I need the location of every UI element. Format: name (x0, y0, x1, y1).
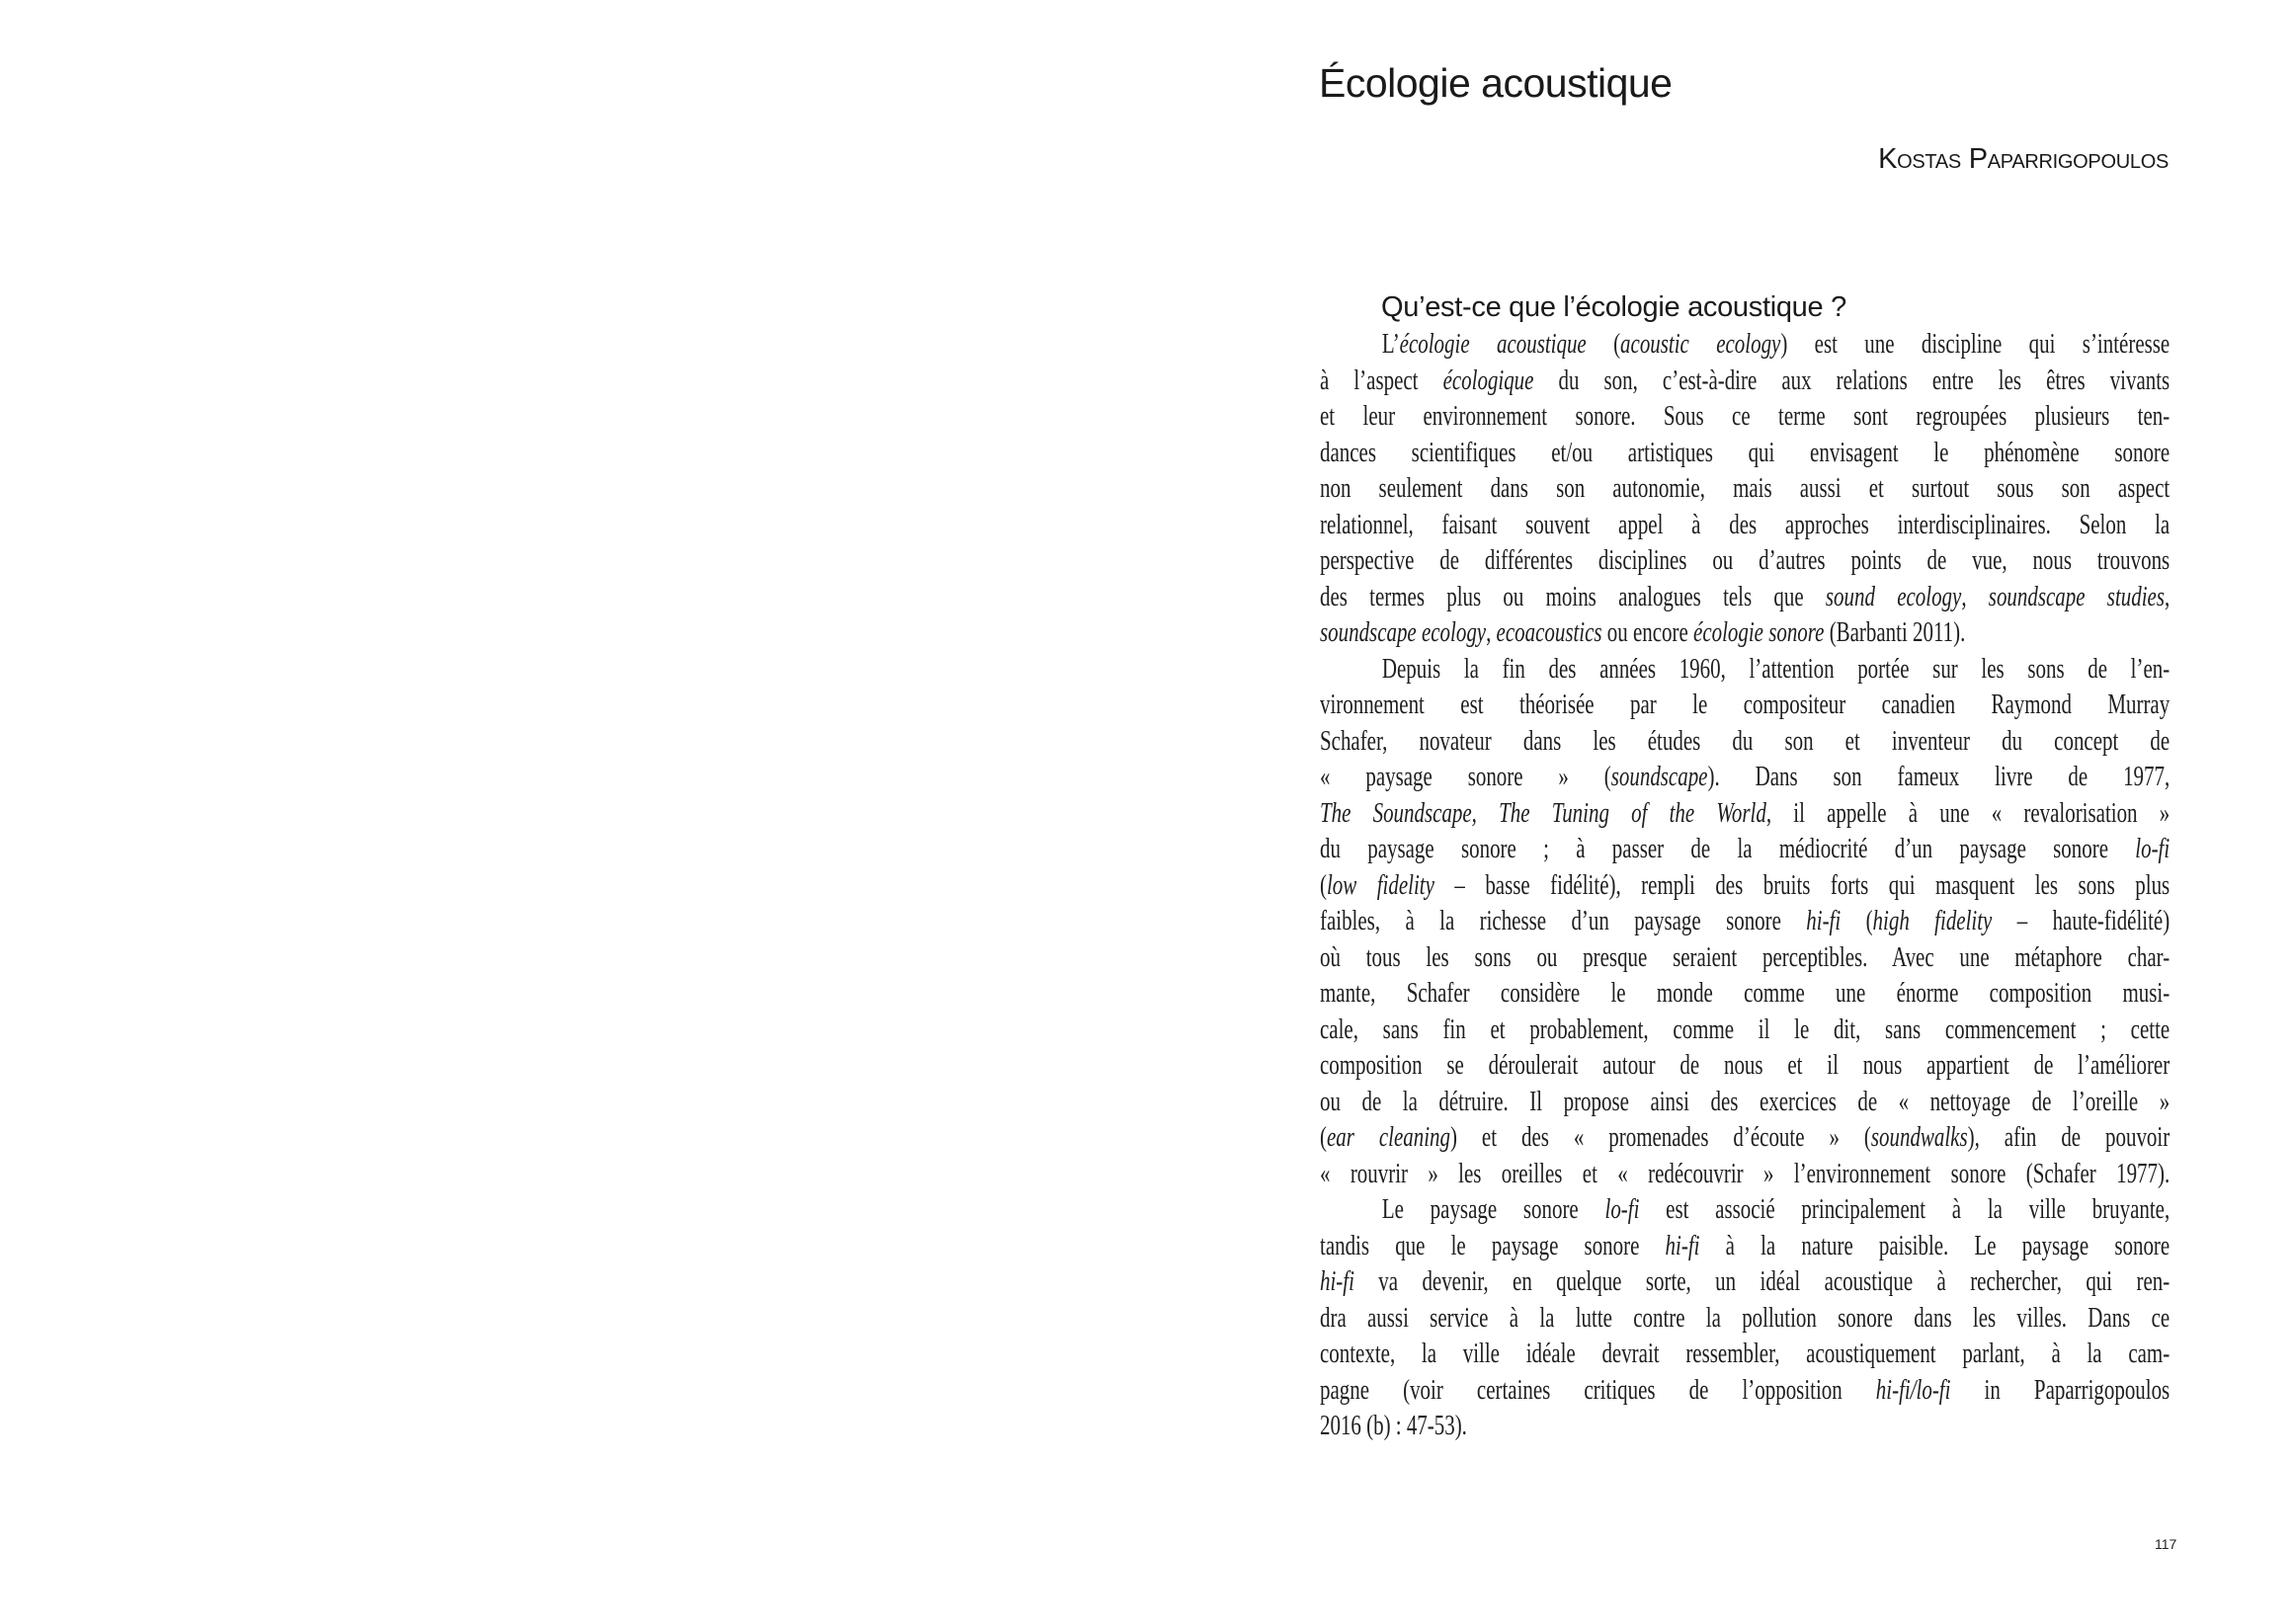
text-line (1320, 976, 2170, 1013)
text-line (1320, 940, 2170, 977)
italic-text: The Soundscape, The Tuning of the World (1320, 797, 1766, 829)
text-line (1320, 1337, 2170, 1373)
italic-text: ecoacoustics (1496, 617, 1602, 648)
chapter-author: Kostas Paparrigopoulos (1878, 143, 2169, 175)
italic-text: soundscape ecology (1320, 617, 1487, 648)
body-text (1320, 327, 2170, 1445)
text-segment: ou encore (1601, 617, 1694, 648)
italic-text: high fidelity (1872, 906, 1993, 936)
text-line (1320, 471, 2170, 508)
text-line (1320, 1229, 2170, 1265)
paragraph (1320, 652, 2170, 1193)
text-segment: faibles, à la richesse d’un paysage sonore (1320, 906, 1807, 936)
text-segment: ( (1320, 869, 1327, 901)
text-segment: du paysage sonore ; à passer de la médiocrité d’un paysage sonore (1320, 834, 2136, 864)
text-segment: « paysage sonore » ( (1320, 762, 1611, 792)
text-segment: ), afin de pouvoir (1967, 1122, 2170, 1153)
italic-text: hi-fi (1665, 1230, 1700, 1261)
text-line (1320, 508, 2170, 544)
italic-text: acoustic ecology (1620, 329, 1781, 360)
chapter-title: Écologie acoustique (1319, 60, 1673, 106)
text-segment: , il appelle à une « revalorisation » (1765, 797, 2170, 829)
text-line (1320, 652, 2170, 689)
text-segment: dances scientifiques et/ou artistiques qui envisagent le phénomène sonore (1320, 437, 2170, 468)
text-segment: non seulement dans son autonomie, mais aussi et surtout sous son aspect (1320, 473, 2170, 504)
text-line (1320, 327, 2170, 364)
text-segment: à l’aspect (1320, 365, 1443, 396)
italic-text: ear cleaning (1326, 1122, 1450, 1153)
text-segment: Le paysage sonore (1381, 1194, 1605, 1225)
text-line (1320, 1264, 2170, 1301)
text-segment: (Barbanti 2011). (1824, 617, 1966, 648)
text-segment: , (2164, 581, 2170, 612)
text-segment: Schafer, novateur dans les études du son et inventeur du concept de (1320, 725, 2170, 757)
text-segment: ( (1841, 906, 1873, 936)
text-line (1320, 796, 2170, 833)
text-line (1320, 364, 2170, 400)
text-segment: , (1961, 581, 1989, 612)
text-line (1320, 399, 2170, 436)
text-segment: mante, Schafer considère le monde comme une énorme composition musi- (1320, 978, 2170, 1009)
text-segment: vironnement est théorisée par le compositeur canadien Raymond Murray (1320, 690, 2170, 720)
text-segment: composition se déroulerait autour de nous et il nous appartient de l’améliorer (1320, 1050, 2170, 1081)
text-segment: contexte, la ville idéale devrait ressembler, acoustiquement parlant, à la cam- (1320, 1339, 2170, 1369)
text-segment: ou de la détruire. Il propose ainsi des exercices de « nettoyage de l’oreille » (1320, 1086, 2170, 1117)
italic-text: low fidelity (1326, 869, 1434, 901)
text-line (1320, 436, 2170, 472)
italic-text: écologie sonore (1693, 617, 1825, 648)
text-segment: va devenir, en quelque sorte, un idéal acoustique à rechercher, qui ren- (1353, 1266, 2170, 1297)
italic-text: hi-fi/lo-fi (1875, 1374, 1951, 1406)
italic-text: hi-fi (1320, 1266, 1354, 1297)
text-line (1320, 904, 2170, 940)
text-line (1320, 1013, 2170, 1049)
text-line (1320, 615, 2170, 652)
page-number: 117 (2155, 1536, 2177, 1552)
text-segment: est associé principalement à la ville bruyante, (1639, 1194, 2170, 1225)
italic-text: soundscape (1610, 762, 1708, 792)
text-line (1320, 1373, 2170, 1410)
text-segment: relationnel, faisant souvent appel à des approches interdisciplinaires. Selon la (1320, 509, 2170, 540)
text-line (1320, 868, 2170, 905)
text-segment: cale, sans fin et probablement, comme il le dit, sans commencement ; cette (1320, 1014, 2170, 1045)
text-segment: ) et des « promenades d’écoute » ( (1449, 1122, 1871, 1153)
italic-text: sound ecology (1825, 581, 1962, 612)
left-page-blank (0, 0, 1146, 1624)
paragraph (1320, 1192, 2170, 1445)
text-segment: in Paparrigopoulos (1950, 1374, 2170, 1406)
text-line (1320, 580, 2170, 616)
text-segment: ( (1586, 329, 1621, 360)
text-line (1320, 724, 2170, 761)
text-segment: , (1486, 617, 1497, 648)
italic-text: lo-fi (2135, 834, 2170, 864)
text-segment: ). Dans son fameux livre de 1977, (1707, 762, 2170, 792)
text-line (1320, 1120, 2170, 1157)
italic-text: hi-fi (1806, 906, 1842, 936)
text-line (1320, 543, 2170, 580)
italic-text: écologique (1442, 365, 1534, 396)
italic-text: soundwalks (1870, 1122, 1968, 1153)
text-line (1320, 1301, 2170, 1338)
text-segment: du son, c’est-à-dire aux relations entre les êtres vivants (1533, 365, 2170, 396)
paragraph (1320, 327, 2170, 652)
text-segment: « rouvrir » les oreilles et « redécouvrir » l’environnement sonore (Schafer 1977). (1320, 1158, 2170, 1189)
text-segment: et leur environnement sonore. Sous ce terme sont regroupées plusieurs ten- (1320, 401, 2170, 432)
text-segment: tandis que le paysage sonore (1320, 1230, 1666, 1261)
text-line (1320, 832, 2170, 868)
text-line (1320, 1048, 2170, 1085)
text-line (1320, 760, 2170, 796)
section-heading: Qu’est-ce que l’écologie acoustique ? (1381, 291, 1846, 323)
text-line (1320, 1192, 2170, 1229)
text-segment: pagne (voir certaines critiques de l’opposition (1320, 1374, 1876, 1406)
text-segment: perspective de différentes disciplines ou d’autres points de vue, nous trouvons (1320, 545, 2170, 576)
italic-text: lo-fi (1604, 1194, 1640, 1225)
text-segment: dra aussi service à la lutte contre la pollution sonore dans les villes. Dans ce (1320, 1302, 2170, 1334)
text-segment: ) est une discipline qui s’intéresse (1780, 329, 2170, 360)
text-line (1320, 1409, 2170, 1445)
text-segment: Depuis la fin des années 1960, l’attention portée sur les sons de l’en- (1381, 653, 2170, 685)
text-segment: 2016 (b) : 47-53). (1320, 1411, 1467, 1441)
text-segment: ( (1320, 1122, 1327, 1153)
text-segment: – haute-fidélité) (1992, 906, 2170, 936)
text-line (1320, 688, 2170, 724)
text-segment: des termes plus ou moins analogues tels que (1320, 581, 1826, 612)
italic-text: soundscape studies (1988, 581, 2165, 612)
text-segment: où tous les sons ou presque seraient perceptibles. Avec une métaphore char- (1320, 941, 2170, 973)
text-segment: – basse fidélité), rempli des bruits forts qui masquent les sons plus (1433, 869, 2170, 901)
italic-text: écologie acoustique (1399, 329, 1587, 360)
text-line (1320, 1085, 2170, 1121)
text-line (1320, 1157, 2170, 1193)
text-segment: L’ (1381, 329, 1400, 360)
text-segment: à la nature paisible. Le paysage sonore (1699, 1230, 2170, 1261)
